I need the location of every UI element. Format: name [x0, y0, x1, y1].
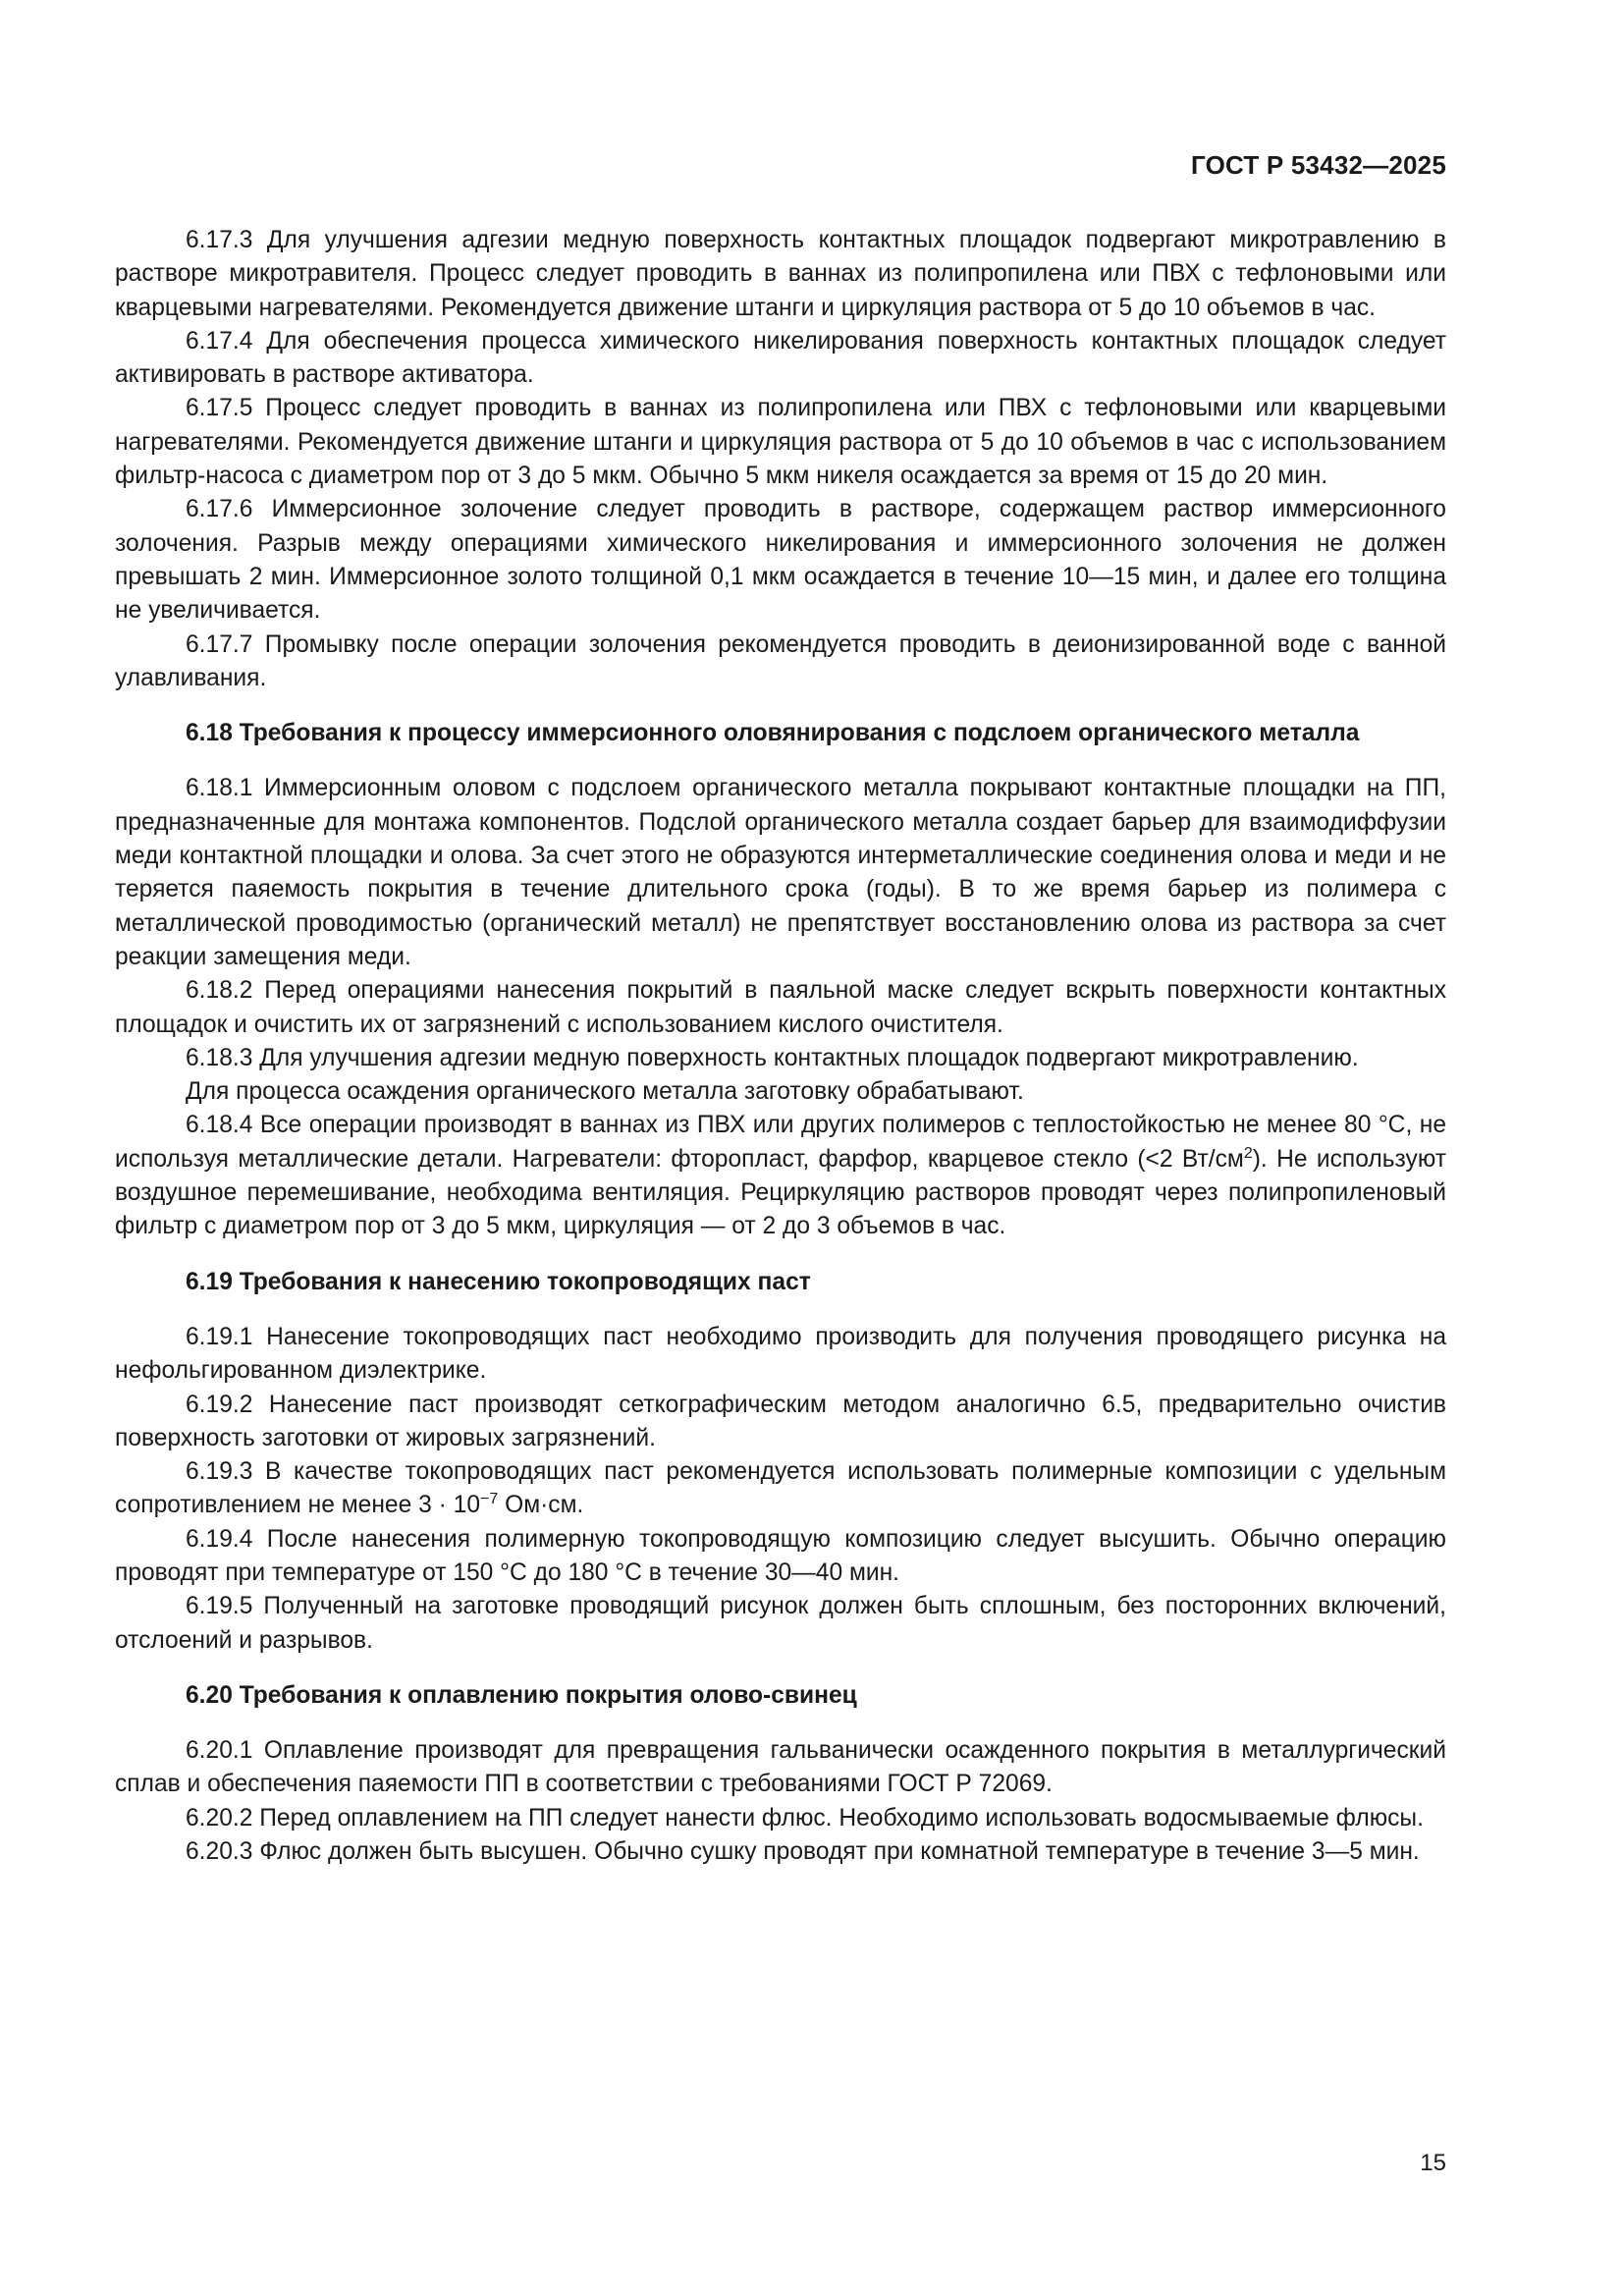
paragraph-6-19-4: 6.19.4 После нанесения полимерную токопроводящую композицию следует высушить. Обычно операцию проводят при температуре от 150 °C до 180 °C в течение 30—40 мин.	[115, 1525, 1446, 1586]
paragraph-6-19-3	[115, 1455, 1446, 1523]
paragraph-6-17-4: 6.17.4 Для обеспечения процесса химического никелирования поверхность контактных площадок следует активировать в растворе активатора.	[115, 327, 1446, 389]
page-number: 15	[1420, 2150, 1446, 2176]
section-heading-6-18: 6.18 Требования к процессу иммерсионного оловянирования с подслоем органического металла	[186, 720, 1360, 747]
section-heading-6-20: 6.20 Требования к оплавлению покрытия олово-свинец	[186, 1681, 857, 1709]
text-run: 6.19.3 В качестве токопроводящих паст рекомендуется использовать полимерные композиции с удельным сопротивлением не менее 3 · 10	[115, 1458, 1446, 1519]
text-run: 6.18.4 Все операции производят в ваннах из ПВХ или других полимеров с теплостойкостью не менее 80 °C, не используя металлические детали. Нагреватели: фторопласт, фарфор, кварцевое стекло (<2 Вт/см	[115, 1112, 1446, 1173]
paragraph-6-17-5: 6.17.5 Процесс следует проводить в ваннах из полипропилена или ПВХ с тефлоновыми или кварцевыми нагревателями. Рекомендуется движение штанги и циркуляция раствора от 5 до 10 объемов в час с использованием фильтр-насоса с диаметром пор от 3 до 5 мкм. Обычно 5 мкм никеля осаждается за время от 15 до 20 мин.	[115, 395, 1446, 490]
paragraph-6-17-6: 6.17.6 Иммерсионное золочение следует проводить в растворе, содержащем раствор иммерсионного золочения. Разрыв между операциями химического никелирования и иммерсионного золочения не должен превышать 2 мин. Иммерсионное золото толщиной 0,1 мкм осаждается в течение 10—15 мин, и далее его толщина не увеличивается.	[115, 496, 1446, 625]
paragraph-6-19-2: 6.19.2 Нанесение паст производят сеткографическим методом аналогично 6.5, предварительно очистив поверхность заготовки от жировых загрязнений.	[115, 1391, 1446, 1451]
paragraph-6-18-4	[115, 1109, 1446, 1243]
paragraph-6-17-7: 6.17.7 Промывку после операции золочения рекомендуется проводить в деионизированной воде с ванной улавливания.	[115, 630, 1446, 691]
paragraph-6-18-3-cont: Для процесса осаждения органического металла заготовку обрабатывают.	[186, 1078, 1024, 1106]
paragraph-6-20-3: 6.20.3 Флюс должен быть высушен. Обычно сушку проводят при комнатной температуре в течение 3—5 мин.	[186, 1838, 1420, 1866]
superscript: 2	[1243, 1144, 1253, 1162]
paragraph-6-18-3: 6.18.3 Для улучшения адгезии медную поверхность контактных площадок подвергают микротравлению.	[186, 1044, 1359, 1071]
text-run: ). Не используют воздушное перемешивание, необходима вентиляция. Рециркуляцию растворов проводят через полипропиленовый фильтр с диаметром пор от 3 до 5 мкм, циркуляция — от 2 до 3 объемов в час.	[115, 1145, 1446, 1240]
section-heading-6-19: 6.19 Требования к нанесению токопроводящих паст	[186, 1268, 811, 1295]
paragraph-6-20-1: 6.20.1 Оплавление производят для превращения гальванически осажденного покрытия в металлургический сплав и обеспечения паяемости ПП в соответствии с требованиями ГОСТ Р 72069.	[115, 1737, 1446, 1798]
text-run: Ом·см.	[498, 1492, 584, 1519]
document-header-id: ГОСТ Р 53432—2025	[1191, 150, 1446, 180]
paragraph-6-18-2: 6.18.2 Перед операциями нанесения покрытий в паяльной маске следует вскрыть поверхности контактных площадок и очистить их от загрязнений с использованием кислого очистителя.	[115, 977, 1446, 1038]
document-body	[115, 224, 1446, 1869]
paragraph-6-18-1: 6.18.1 Иммерсионным оловом с подслоем органического металла покрывают контактные площадки на ПП, предназначенные для монтажа компонентов. Подслой органического металла создает барьер для взаимодиффузии меди контактной площадки и олова. За счет этого не образуются интерметаллические соединения олова и меди и не теряется паяемость покрытия в течение длительного срока (годы). В то же время барьер из полимера с металлической проводимостью (органический металл) не препятствует восстановлению олова из раствора за счет реакции замещения меди.	[115, 775, 1446, 970]
superscript: −7	[480, 1491, 499, 1508]
paragraph-6-19-5: 6.19.5 Полученный на заготовке проводящий рисунок должен быть сплошным, без посторонних включений, отслоений и разрывов.	[115, 1593, 1446, 1654]
paragraph-6-17-3: 6.17.3 Для улучшения адгезии медную поверхность контактных площадок подвергают микротравлению в растворе микротравителя. Процесс следует проводить в ваннах из полипропилена или ПВХ с тефлоновыми или кварцевыми нагревателями. Рекомендуется движение штанги и циркуляция раствора от 5 до 10 объемов в час.	[115, 227, 1446, 321]
paragraph-6-19-1: 6.19.1 Нанесение токопроводящих паст необходимо производить для получения проводящего рисунка на нефольгированном диэлектрике.	[115, 1323, 1446, 1385]
paragraph-6-20-2: 6.20.2 Перед оплавлением на ПП следует нанести флюс. Необходимо использовать водосмываемые флюсы.	[186, 1804, 1424, 1831]
